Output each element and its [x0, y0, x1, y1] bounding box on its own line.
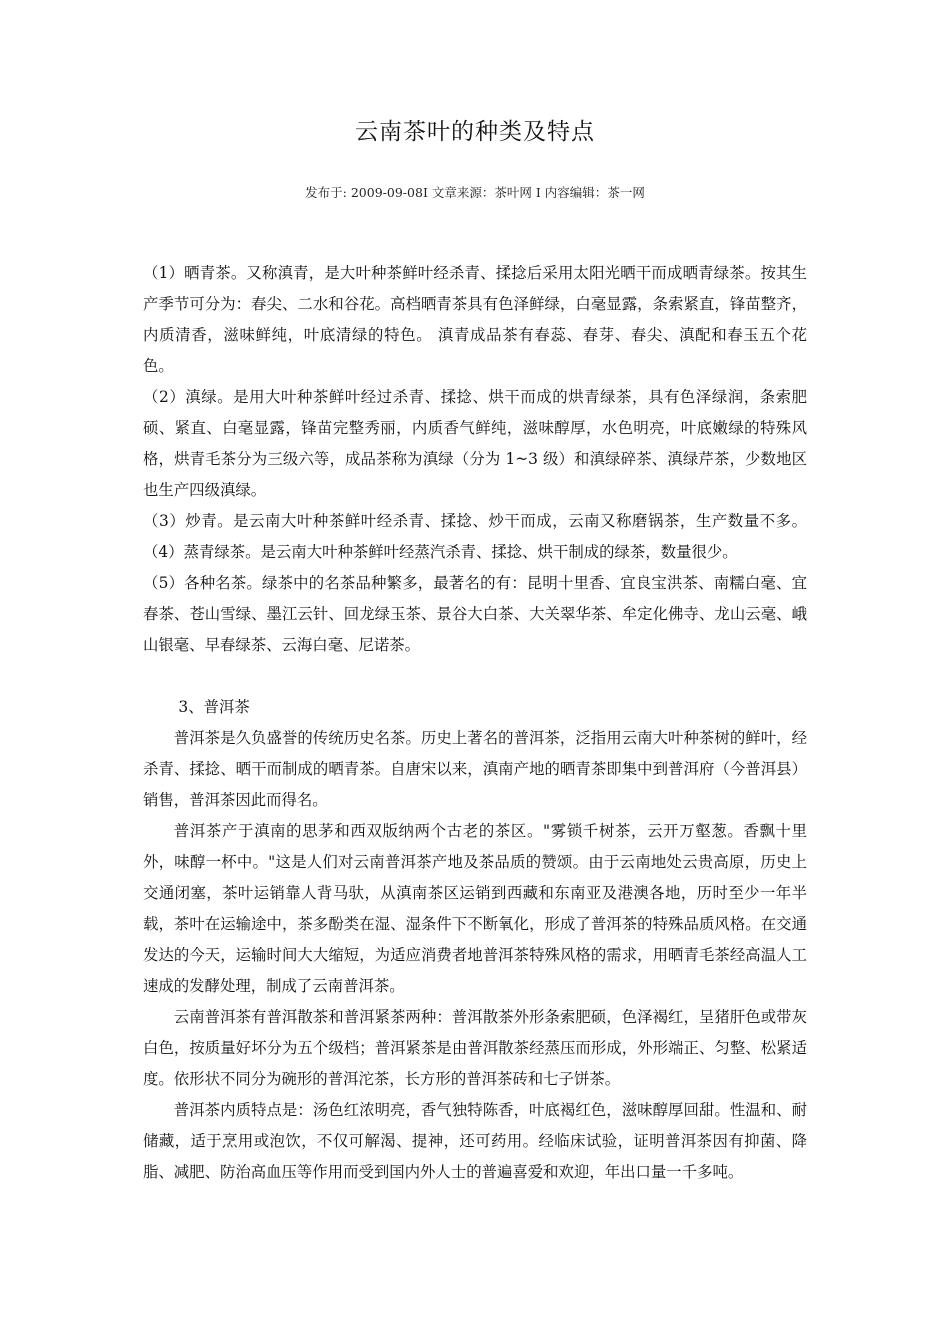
- editor-label: 内容编辑：: [540, 185, 608, 200]
- source-label: 文章来源：: [427, 185, 495, 200]
- page-title: 云南茶叶的种类及特点: [355, 119, 595, 145]
- article-meta: [0, 183, 950, 201]
- paragraph-puer-3: 云南普洱茶有普洱散茶和普洱紧茶两种：普洱散茶外形条索肥硕，色泽褐红，呈猪肝色或带灰白色，按质量好坏分为五个级档；普洱紧茶是由普洱散茶经蒸压而形成，外形端正、匀整、松紧适度。依形状不同分为碗形的普洱沱茶，长方形的普洱茶砖和七子饼茶。: [143, 1008, 807, 1088]
- paragraph-green-2: （2）滇绿。是用大叶种茶鲜叶经过杀青、揉捻、烘干而成的烘青绿茶，具有色泽绿润，条索肥硕、紧直、白毫显露，锋苗完整秀丽，内质香气鲜纯，滋味醇厚，水色明亮，叶底嫩绿的特殊风格，烘青毛茶分为三级六等，成品茶称为滇绿（分为 1~3 级）和滇绿碎茶、滇绿芹茶，少数地区也生产四级滇绿。: [143, 388, 807, 499]
- source-value: 茶叶网: [494, 185, 532, 200]
- paragraph-puer-1: 普洱茶是久负盛誉的传统历史名茶。历史上著名的普洱茶，泛指用云南大叶种茶树的鲜叶，经杀青、揉捻、晒干而制成的晒青茶。自唐宋以来，滇南产地的晒青茶即集中到普洱府（今普洱县）销售，普洱茶因此而得名。: [143, 729, 807, 809]
- published-date: 2009-09-08: [350, 185, 423, 200]
- paragraph-spacer: [143, 661, 807, 692]
- paragraph-puer-2: 普洱茶产于滇南的思茅和西双版纳两个古老的茶区。"雾锁千树茶，云开万壑葱。香飘十里外，味醇一杯中。"这是人们对云南普洱茶产地及茶品质的赞颂。由于云南地处云贵高原，历史上交通闭塞，茶叶运销靠人背马驮，从滇南茶区运销到西藏和东南亚及港澳各地，历时至少一年半载，茶叶在运输途中，茶多酚类在湿、湿条件下不断氧化，形成了普洱茶的特殊品质风格。在交通发达的今天，运输时间大大缩短，为适应消费者地普洱茶特殊风格的需求，用晒青毛茶经高温人工速成的发酵处理，制成了云南普洱茶。: [143, 822, 807, 995]
- meta-separator: I: [535, 185, 541, 200]
- meta-separator: I: [422, 185, 428, 200]
- section-heading: 3、普洱茶: [178, 698, 250, 716]
- paragraph-puer-4: 普洱茶内质特点是：汤色红浓明亮，香气独特陈香，叶底褐红色，滋味醇厚回甜。性温和、耐储藏，适于烹用或泡饮，不仅可解渴、提神，还可药用。经临床试验，证明普洱茶因有抑菌、降脂、减肥、防治高血压等作用而受到国内外人士的普遍喜爱和欢迎，年出口量一千多吨。: [143, 1101, 807, 1181]
- published-label: 发布于:: [305, 185, 351, 200]
- article-body: [143, 258, 807, 1188]
- editor-value: 茶一网: [607, 185, 645, 200]
- paragraph-green-1: （1）晒青茶。又称滇青，是大叶种茶鲜叶经杀青、揉捻后采用太阳光晒干而成晒青绿茶。按其生产季节可分为：春尖、二水和谷花。高档晒青茶具有色泽鲜绿，白毫显露，条索紧直，锋苗整齐，内质清香，滋味鲜纯，叶底清绿的特色。 滇青成品茶有春蕊、春芽、春尖、滇配和春玉五个花色。: [143, 264, 807, 375]
- paragraph-green-4: （5）各种名茶。绿茶中的名茶品种繁多，最著名的有：昆明十里香、宜良宝洪茶、南糯白毫、宜春茶、苍山雪绿、墨江云针、回龙绿玉茶、景谷大白茶、大关翠华茶、牟定化佛寺、龙山云毫、峨山银毫、早春绿茶、云海白毫、尼诺茶。: [143, 574, 807, 654]
- paragraph-green-3: （3）炒青。是云南大叶种茶鲜叶经杀青、揉捻、炒干而成，云南又称磨锅茶，生产数量不多。 （4）蒸青绿茶。是云南大叶种茶鲜叶经蒸汽杀青、揉捻、烘干制成的绿茶，数量很少。: [143, 512, 807, 561]
